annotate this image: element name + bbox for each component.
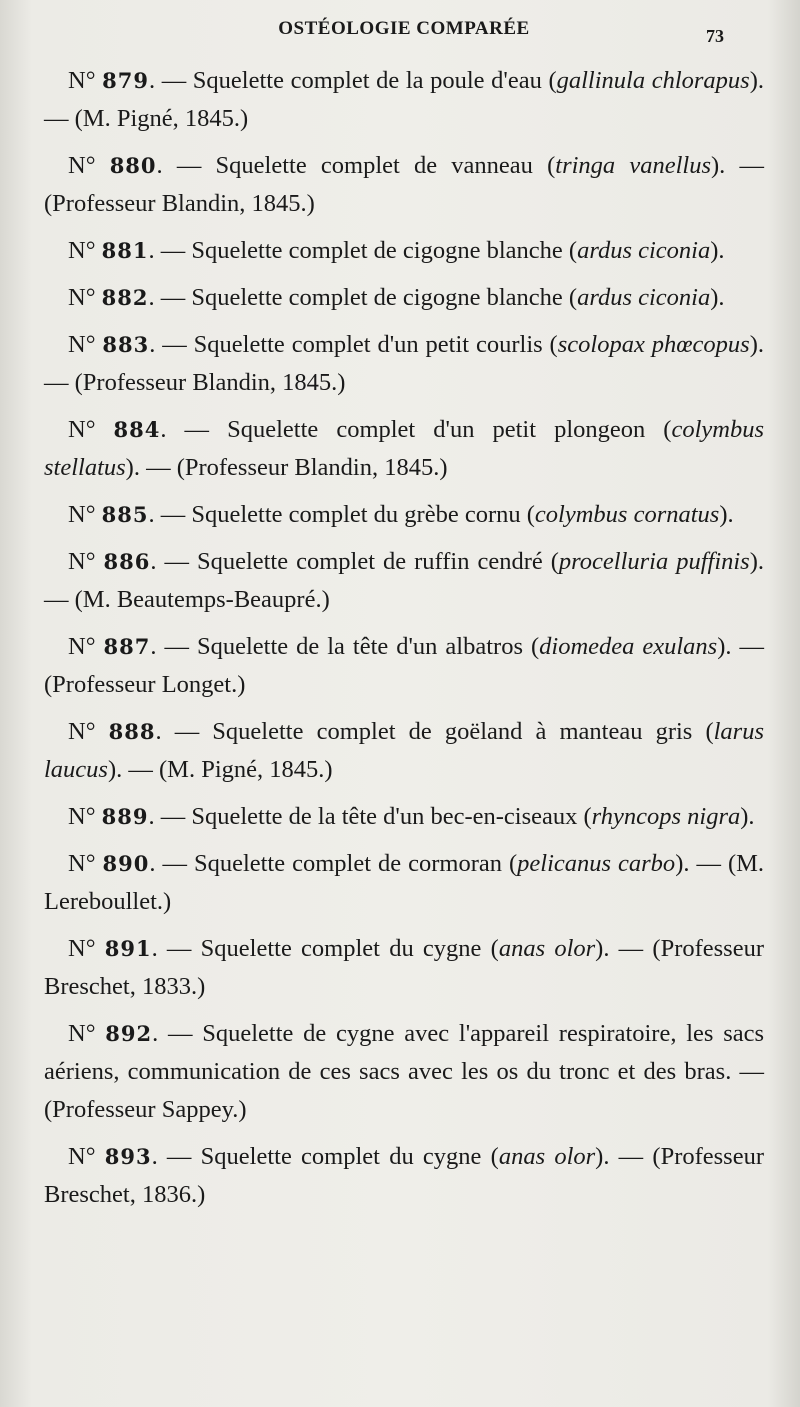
catalog-entry: [44, 411, 764, 487]
entry-source: ). — (Professeur Longet.): [44, 633, 765, 698]
entry-text: . — Squelette complet de cigogne blanche (: [148, 237, 578, 264]
entry-prefix: N°: [68, 850, 96, 877]
entry-source: ).: [710, 284, 725, 311]
catalog-entry: [44, 147, 764, 223]
running-title: OSTÉOLOGIE COMPARÉE: [278, 18, 530, 39]
catalog-entry: [44, 543, 764, 619]
entry-text: . — Squelette complet d'un petit courlis (: [149, 331, 558, 358]
entry-number: 892: [105, 1021, 153, 1046]
entry-species-name: procelluria puffinis: [558, 548, 750, 575]
entry-source: ). — (Professeur Blandin, 1845.): [44, 331, 765, 396]
entry-prefix: N°: [68, 548, 96, 575]
entry-number: 885: [101, 502, 149, 527]
catalog-entry: [44, 845, 764, 921]
catalog-entry: [44, 232, 764, 270]
entry-prefix: N°: [68, 237, 96, 264]
entry-source: ). — (Professeur Breschet, 1836.): [44, 1143, 764, 1208]
entry-text: . — Squelette complet de la poule d'eau (: [148, 67, 557, 94]
entry-source: ). — (Professeur Breschet, 1833.): [44, 935, 764, 1000]
entry-text: . — Squelette complet de goëland à manteau gris (: [155, 718, 714, 745]
entry-prefix: N°: [68, 284, 96, 311]
entry-prefix: N°: [68, 935, 96, 962]
entry-species-name: gallinula chlorapus: [556, 67, 750, 94]
entry-source: ).: [740, 803, 755, 830]
entry-number: 886: [103, 549, 151, 574]
entry-number: 879: [102, 68, 149, 93]
entry-text: . — Squelette de cygne avec l'appareil respiratoire, les sacs aériens, communication de ces sacs avec les os du tronc et des bras. — (Professeur Sappey.): [44, 1020, 765, 1123]
entry-number: 883: [102, 332, 150, 357]
entry-text: . — Squelette complet du cygne (: [151, 1143, 499, 1170]
entry-text: . — Squelette complet de ruffin cendré (: [150, 548, 559, 575]
entry-species-name: diomedea exulans: [539, 633, 718, 660]
entry-text: . — Squelette complet du grèbe cornu (: [148, 501, 535, 528]
catalog-entry: [44, 496, 764, 534]
entry-source: ). — (M. Pigné, 1845.): [107, 756, 333, 783]
entry-prefix: N°: [68, 1020, 96, 1047]
catalog-entry: [44, 930, 764, 1006]
catalog-entry: [44, 628, 764, 704]
entry-source: ). — (M. Lereboullet.): [44, 850, 765, 915]
entry-text: . — Squelette complet de cormoran (: [149, 850, 518, 877]
entry-prefix: N°: [68, 633, 96, 660]
entry-species-name: larus laucus: [44, 718, 764, 783]
catalog-entry: [44, 279, 764, 317]
entry-species-name: ardus ciconia: [577, 284, 711, 311]
entry-text: . — Squelette complet du cygne (: [151, 935, 499, 962]
entry-source: ).: [710, 237, 725, 264]
catalog-entry: [44, 713, 764, 789]
entry-number: 890: [102, 851, 150, 876]
page-number: 73: [706, 26, 724, 46]
entry-number: 888: [108, 719, 156, 744]
entry-species-name: scolopax phœcopus: [557, 331, 750, 358]
entry-prefix: N°: [68, 501, 96, 528]
entry-number: 893: [104, 1144, 152, 1169]
entry-number: 884: [113, 417, 161, 442]
catalog-entry: [44, 1015, 764, 1129]
entry-text: . — Squelette complet d'un petit plongeon (: [160, 416, 672, 443]
entry-source: ). — (M. Beautemps-Beaupré.): [44, 548, 765, 613]
entry-species-name: colymbus stellatus: [44, 416, 765, 481]
page-header: [44, 0, 764, 62]
catalog-entry: [44, 326, 764, 402]
entry-species-name: pelicanus carbo: [517, 850, 676, 877]
entry-species-name: anas olor: [498, 935, 596, 962]
entry-prefix: N°: [68, 331, 96, 358]
entry-text: . — Squelette de la tête d'un bec-en-ciseaux (: [148, 803, 592, 830]
entry-text: . — Squelette complet de cigogne blanche (: [148, 284, 578, 311]
entry-source: ). — (M. Pigné, 1845.): [44, 67, 764, 132]
entry-source: ).: [719, 501, 734, 528]
entry-source: ). — (Professeur Blandin, 1845.): [44, 152, 764, 217]
entry-prefix: N°: [68, 67, 96, 94]
catalog-entry: [44, 1138, 764, 1214]
entry-prefix: N°: [68, 152, 96, 179]
entry-number: 881: [101, 238, 149, 263]
entry-prefix: N°: [68, 416, 96, 443]
entry-species-name: rhyncops nigra: [591, 803, 741, 830]
entry-number: 880: [109, 153, 157, 178]
entry-number: 882: [101, 285, 149, 310]
catalog-entries: [44, 62, 764, 1214]
entry-text: . — Squelette complet de vanneau (: [156, 152, 556, 179]
entry-prefix: N°: [68, 803, 96, 830]
catalog-entry: [44, 798, 764, 836]
entry-text: . — Squelette de la tête d'un albatros (: [150, 633, 540, 660]
entry-species-name: tringa vanellus: [555, 152, 712, 179]
entry-species-name: ardus ciconia: [577, 237, 711, 264]
entry-species-name: anas olor: [498, 1143, 596, 1170]
entry-species-name: colymbus cornatus: [534, 501, 720, 528]
catalog-entry: [44, 62, 764, 138]
entry-prefix: N°: [68, 718, 96, 745]
entry-number: 889: [101, 804, 149, 829]
entry-prefix: N°: [68, 1143, 96, 1170]
entry-number: 891: [104, 936, 152, 961]
entry-source: ). — (Professeur Blandin, 1845.): [125, 454, 448, 481]
entry-number: 887: [103, 634, 151, 659]
